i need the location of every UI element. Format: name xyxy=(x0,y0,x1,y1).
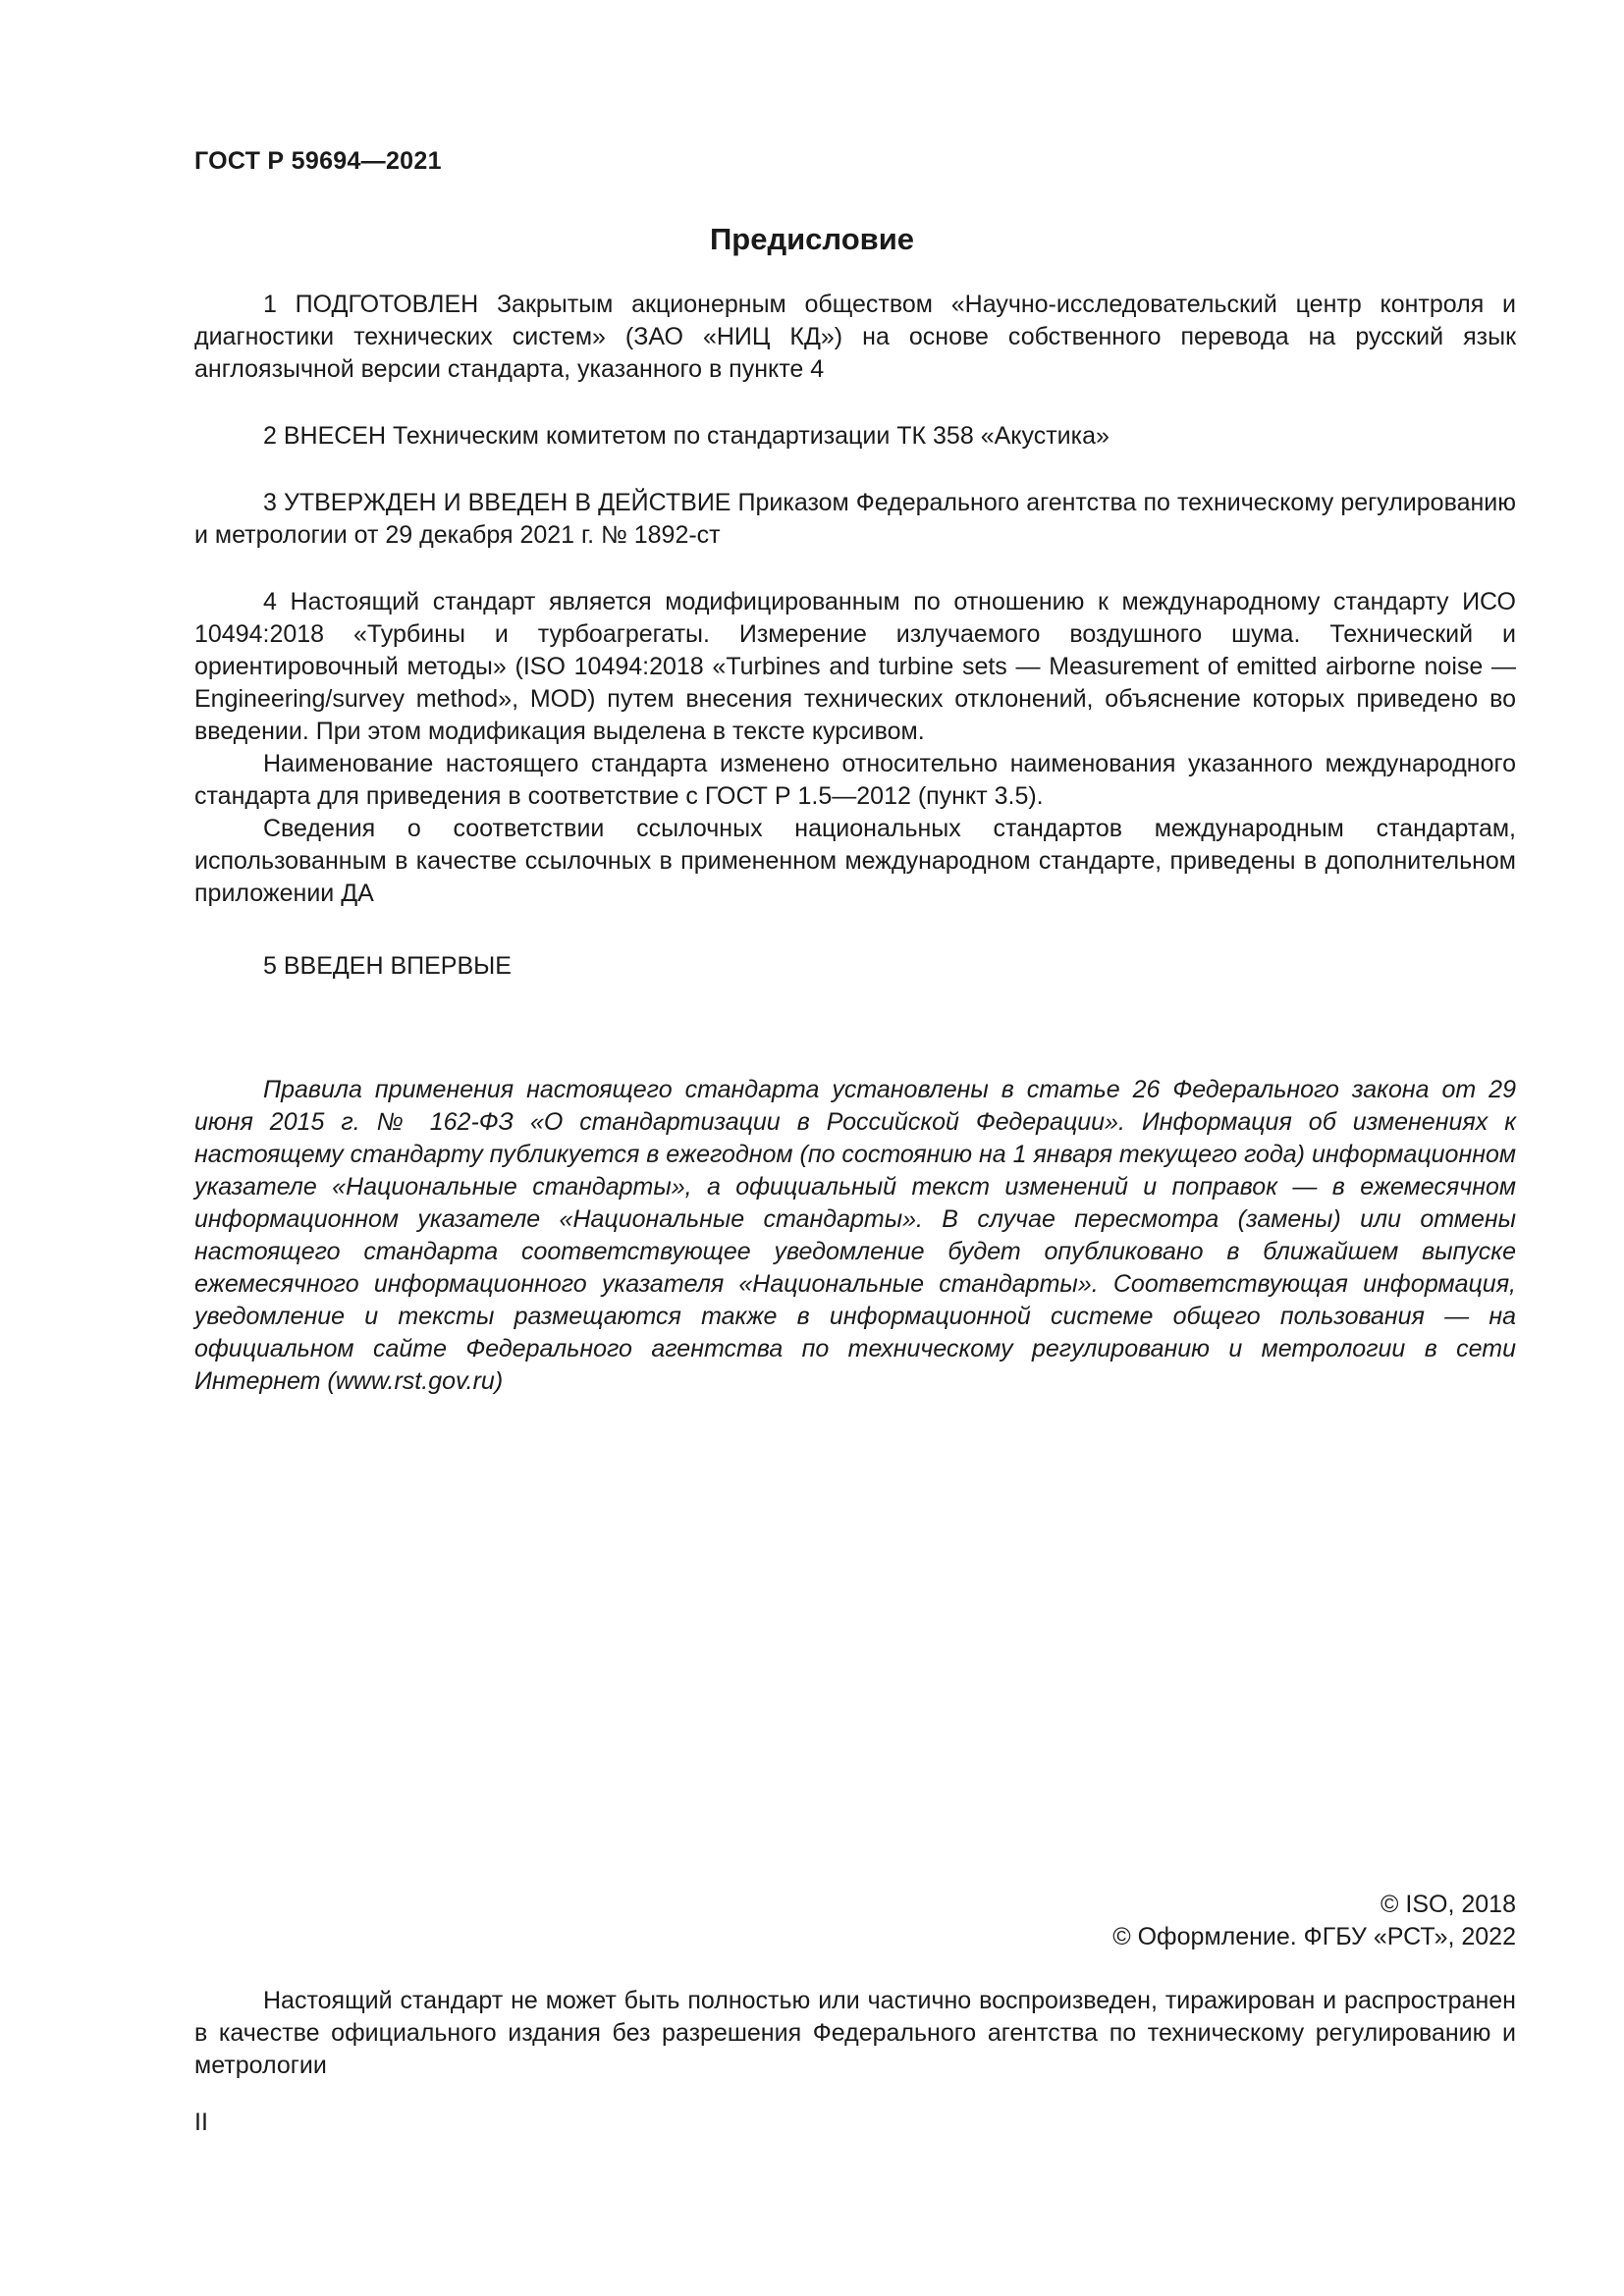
page-title: Предисловие xyxy=(709,222,914,256)
document-code: ГОСТ Р 59694—2021 xyxy=(194,147,442,175)
item-1: 1 ПОДГОТОВЛЕН Закрытым акционерным обществом «Научно-исследовательский центр контроля и диагностики технических систем» (ЗАО «НИЦ КД») на основе собственного перевода на русский язык англоязычной версии стандарта, указанного в пункте 4 xyxy=(194,291,1516,383)
item-2-block xyxy=(194,420,1516,453)
reproduction-notice: Настоящий стандарт не может быть полностью или частично воспроизведен, тиражирован и распространен в качестве официального издания без разрешения Федерального агентства по техническому регулированию и метрологии xyxy=(194,1987,1516,2079)
item-4-block xyxy=(194,586,1516,910)
item-1-block xyxy=(194,289,1516,386)
item-2: 2 ВНЕСЕН Техническим комитетом по стандартизации ТК 358 «Акустика» xyxy=(263,422,1110,450)
copyright-rst: © Оформление. ФГБУ «РСТ», 2022 xyxy=(1112,1923,1516,1950)
item-5-block xyxy=(194,950,1516,983)
item-4: 4 Настоящий стандарт является модифицированным по отношению к международному стандарту ИСО 10494:2018 «Турбины и турбоагрегаты. Измерение излучаемого воздушного шума. Технический и ориентировочный методы» (ISO 10494:2018 «Turbines and turbine sets — Measurement of emitted airborne noise — Engineering/survey method», MOD) путем внесения технических отклонений, объяснение которых приведено во введении. При этом модификация выделена в тексте курсивом. xyxy=(194,588,1516,745)
item-3-block xyxy=(194,487,1516,552)
copyright-block xyxy=(1112,1889,1516,1953)
item-5: 5 ВВЕДЕН ВПЕРВЫЕ xyxy=(263,952,512,980)
rules-notice: Правила применения настоящего стандарта установлены в статье 26 Федерального закона от 29 июня 2015 г. № 162-ФЗ «О стандартизации в Российской Федерации». Информация об изменениях к настоящему стандарту публикуется в ежегодном (по состоянию на 1 января текущего года) информационном указателе «Национальные стандарты», а официальный текст изменений и поправок — в ежемесячном информационном указателе «Национальные стандарты». В случае пересмотра (замены) или отмены настоящего стандарта соответствующее уведомление будет опубликовано в ближайшем выпуске ежемесячного информационного указателя «Национальные стандарты». Соответствующая информация, уведомление и тексты размещаются также в информационной системе общего пользования — на официальном сайте Федерального агентства по техническому регулированию и метрологии в сети Интернет (www.rst.gov.ru) xyxy=(194,1076,1517,1395)
copyright-iso: © ISO, 2018 xyxy=(1380,1891,1516,1918)
item-4-title-note: Наименование настоящего стандарта изменено относительно наименования указанного международного стандарта для приведения в соответствие с ГОСТ Р 1.5—2012 (пункт 3.5). xyxy=(194,750,1516,810)
item-3: 3 УТВЕРЖДЕН И ВВЕДЕН В ДЕЙСТВИЕ Приказом Федерального агентства по техническому регулированию и метрологии от 29 декабря 2021 г. № 1892-ст xyxy=(194,489,1516,549)
item-4-references-note: Сведения о соответствии ссылочных национальных стандартов международным стандартам, использованным в качестве ссылочных в примененном международном стандарте, приведены в дополнительном приложении ДА xyxy=(194,815,1516,907)
page-number: II xyxy=(194,2109,208,2136)
